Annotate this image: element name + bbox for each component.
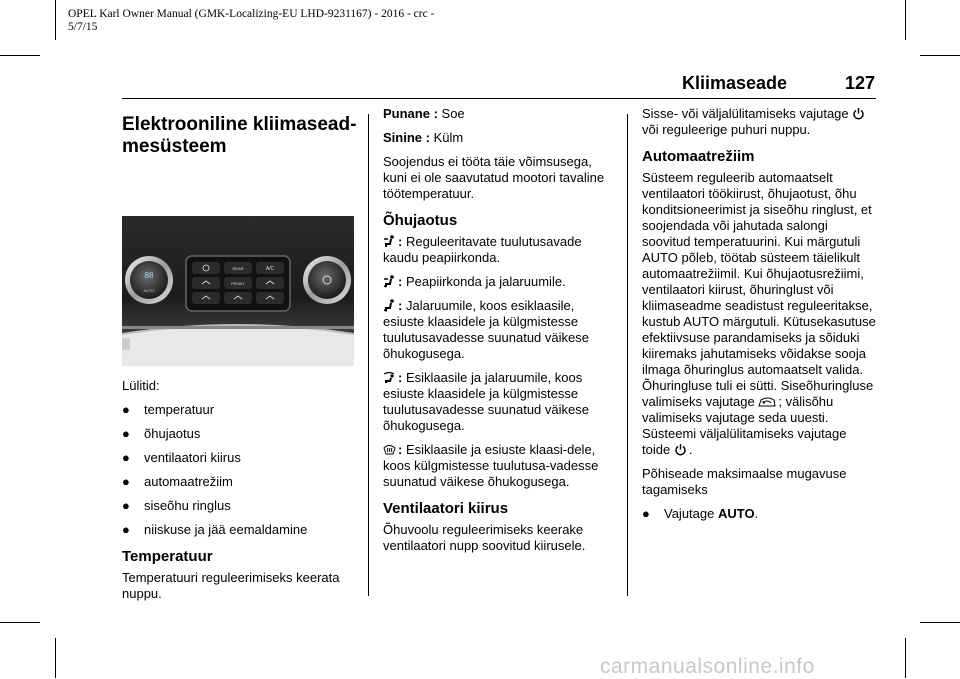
left-knob-display: 88 bbox=[144, 271, 154, 280]
fan-speed-text: Õhuvoolu reguleerimiseks keerake ventilaatori nupp soovitud kiirusele. bbox=[383, 522, 586, 553]
list-item: ● niiskuse ja jää eemaldamine bbox=[122, 522, 308, 537]
list-item: ● automaatrežiim bbox=[122, 474, 233, 489]
list-item: ● Vajutage AUTO. bbox=[642, 506, 759, 521]
btn-front-label: FRONT bbox=[231, 281, 245, 286]
red-line: Punane : Soe bbox=[383, 106, 465, 121]
list-item: ● õhujaotus bbox=[122, 426, 201, 441]
recirculation-icon bbox=[758, 395, 776, 408]
blue-line: Sinine : Külm bbox=[383, 130, 464, 145]
air-distribution-heading: Õhujaotus bbox=[383, 212, 458, 229]
air-mode-floor: : Jalaruumile, koos esiklaasile, esiuste klaasidele ja külgmistesse tuulutusavadesse suunatud väikese õhukogusega. bbox=[383, 298, 589, 361]
watermark: carmanualsonline.info bbox=[600, 655, 815, 678]
fan-speed-heading: Ventilaatori kiirus bbox=[383, 500, 509, 517]
crop-mark bbox=[55, 0, 56, 40]
document-header bbox=[68, 8, 434, 34]
crop-mark bbox=[0, 622, 40, 623]
column-3 bbox=[642, 106, 878, 530]
header-rule bbox=[122, 98, 876, 99]
list-item: ● siseõhu ringlus bbox=[122, 498, 231, 513]
air-mode-vent: : Reguleeritavate tuulutusavade kaudu peapiirkonda. bbox=[383, 234, 582, 265]
page-heading: Elektrooniline kliimasead- mesüsteem bbox=[122, 114, 357, 157]
climate-panel-photo bbox=[122, 216, 354, 366]
power-icon bbox=[674, 443, 687, 456]
air-mode-defrost: : Esiklaasile ja esiuste klaasi-dele, koos külgmistesse tuulutusa-vadesse suunatud väikese õhukogusega. bbox=[383, 442, 599, 489]
switches-label: Lülitid: bbox=[122, 378, 160, 393]
defog-mode-icon bbox=[383, 371, 396, 384]
onoff-text: Sisse- või väljalülitamiseks vajutage või reguleerige puhuri nuppu. bbox=[642, 106, 878, 138]
page-number: 127 bbox=[845, 73, 876, 93]
crop-mark bbox=[55, 638, 56, 678]
temperature-heading: Temperatuur bbox=[122, 548, 213, 565]
floor-mode-icon bbox=[383, 299, 396, 312]
doc-date-line: 5/7/15 bbox=[68, 21, 98, 33]
crop-mark bbox=[905, 0, 906, 40]
btn-rear-label: REAR bbox=[232, 266, 244, 271]
air-mode-bilevel: : Peapiirkonda ja jalaruumile. bbox=[383, 274, 615, 290]
vent-mode-icon bbox=[383, 235, 396, 248]
crop-mark bbox=[905, 638, 906, 678]
column-divider bbox=[368, 114, 369, 596]
left-knob-auto: AUTO bbox=[143, 288, 155, 293]
column-divider bbox=[627, 114, 628, 596]
doc-id-line: OPEL Karl Owner Manual (GMK-Localizing-EU LHD-9231167) - 2016 - crc - bbox=[68, 8, 435, 20]
temperature-text: Temperatuuri reguleerimiseks keerata nuppu. bbox=[122, 570, 340, 601]
crop-mark bbox=[0, 55, 40, 56]
heating-note: Soojendus ei tööta täie võimsusega, kuni ei ole saavutatud mootori tavaline töötemperatuur. bbox=[383, 154, 605, 201]
bilevel-mode-icon bbox=[383, 275, 396, 288]
column-1 bbox=[122, 106, 358, 610]
list-item: ● ventilaatori kiirus bbox=[122, 450, 241, 465]
crop-mark bbox=[920, 55, 960, 56]
defrost-mode-icon bbox=[383, 443, 396, 456]
section-title: Kliimaseade bbox=[682, 73, 788, 93]
auto-mode-heading: Automaatrežiim bbox=[642, 148, 755, 165]
btn-ac-label: A/C bbox=[265, 266, 275, 272]
power-icon bbox=[852, 107, 865, 120]
column-2 bbox=[383, 106, 615, 562]
auto-mode-text: Süsteem reguleerib automaatselt ventilaatori töökiirust, õhujaotust, õhu konditsioneerimist ja siseõhu ringlust, et soojendada või jahutada salongi soovitud temperatuurini. Kui märgutuli AUTO põleb, töötab süsteem täielikult automaatrežiimil. Kui õhujaotusrežiimi, ventilaatori kiirust, õhuringlust või kliimaseadme seadistust reguleeritakse, kustub AUTO märgutuli. Kütusekasutuse efektiivsuse parandamiseks ja sõiduki kiiremaks jahutamiseks võidakse sooja ilmaga õhuringlus automaatselt valida. Õhuringluse tuli ei sütti. Siseõhuringluse valimiseks vajutage ; välisõhu valimiseks vajutage seda uuesti. Süsteemi väljalülitamiseks vajutage toide . bbox=[642, 170, 876, 457]
list-item: ● temperatuur bbox=[122, 402, 215, 417]
comfort-text: Põhiseade maksimaalse mugavuse tagamiseks bbox=[642, 466, 847, 497]
air-mode-defog: : Esiklaasile ja jalaruumile, koos esiuste klaasidele ja külgmistesse tuulutusavadesse suunatud väikese õhukogusega. bbox=[383, 370, 589, 433]
crop-mark bbox=[920, 622, 960, 623]
